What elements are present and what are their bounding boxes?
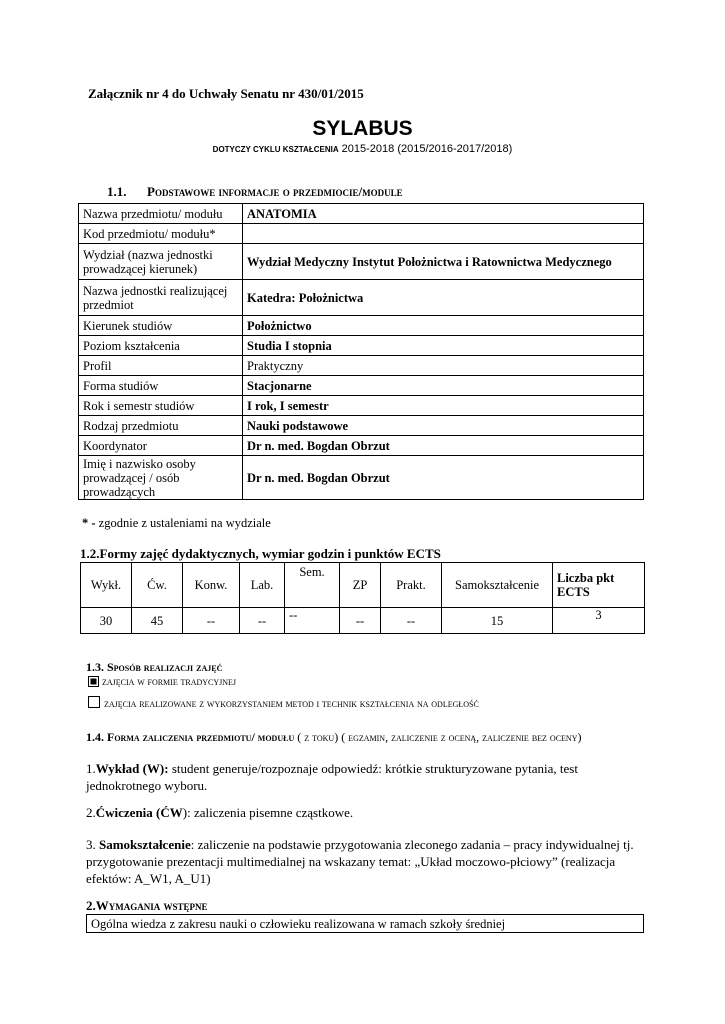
footnote <box>82 516 271 531</box>
section-1-2-heading: 1.2.Formy zajęć dydaktycznych, wymiar godzin i punktów ECTS <box>80 546 441 561</box>
section-1-4-options: ( z toku) ( egzamin, zaliczenie z oceną, zaliczenie bez oceny) <box>294 730 582 744</box>
info-row <box>79 280 644 316</box>
p2-text: ): zaliczenia pisemne cząstkowe. <box>182 805 354 820</box>
info-row <box>79 336 644 356</box>
forms-header-cell: Liczba pkt ECTS <box>553 563 645 608</box>
unchecked-checkbox-icon <box>88 696 100 708</box>
info-value: Studia I stopnia <box>243 336 644 356</box>
info-label: Profil <box>79 356 243 376</box>
forms-header-cell: Prakt. <box>381 563 442 608</box>
forms-header-cell: Lab. <box>240 563 285 608</box>
subtitle-prefix: DOTYCZY CYKLU KSZTAŁCENIA <box>212 145 339 154</box>
info-row <box>79 316 644 336</box>
info-value: Wydział Medyczny Instytut Położnictwa i Ratownictwa Medycznego <box>243 244 644 280</box>
section-1-4-number: 1.4. <box>86 730 107 744</box>
forms-header-cell: ZP <box>340 563 381 608</box>
p3-text: : zaliczenie na podstawie przygotowania zleconego zadania – pracy indywidualnej tj. przygotowanie prezentacji multimedialnej na wskazany temat: „Układ moczowo-płciowy” (realizacja efektów: A_W1, A_U1) <box>86 837 634 886</box>
info-value: Katedra: Położnictwa <box>243 280 644 316</box>
p3-number: 3. <box>86 837 99 852</box>
info-value: Położnictwo <box>243 316 644 336</box>
document-title: SYLABUS <box>312 117 413 140</box>
info-row <box>79 396 644 416</box>
section-2-number: 2. <box>86 898 96 913</box>
p1-number: 1. <box>86 761 96 776</box>
info-row <box>79 356 644 376</box>
section-1-4-heading <box>86 728 646 746</box>
section-1-3-heading: 1.3. Sposób realizacji zajęć <box>86 660 223 674</box>
section-2-heading <box>86 898 208 914</box>
info-value: I rok, I semestr <box>243 396 644 416</box>
info-label: Rok i semestr studiów <box>79 396 243 416</box>
info-label: Imię i nazwisko osoby prowadzącej / osób prowadzących <box>79 456 243 500</box>
section-2-title: Wymagania wstępne <box>95 898 208 913</box>
forms-header-cell: Sem. <box>285 563 340 608</box>
requirements-table <box>86 914 644 933</box>
forms-value-cell: -- <box>183 608 240 634</box>
option-traditional-label: zajęcia w formie tradycyjnej <box>102 676 237 688</box>
requirements-row <box>87 915 644 933</box>
info-label: Nazwa przedmiotu/ modułu <box>79 204 243 224</box>
option-remote <box>88 696 479 710</box>
forms-value-cell: 3 <box>553 608 645 634</box>
info-label: Koordynator <box>79 436 243 456</box>
info-row <box>79 244 644 280</box>
info-row <box>79 224 644 244</box>
exercises-assessment <box>86 804 656 821</box>
info-row <box>79 436 644 456</box>
info-label: Forma studiów <box>79 376 243 396</box>
forms-header-cell: Konw. <box>183 563 240 608</box>
p3-label: Samokształcenie <box>99 837 191 852</box>
section-title: Podstawowe informacje o przedmiocie/module <box>147 184 403 199</box>
section-number: 1.1. <box>107 184 127 199</box>
info-label: Wydział (nazwa jednostki prowadzącej kierunek) <box>79 244 243 280</box>
forms-value-cell: 15 <box>442 608 553 634</box>
document-subtitle <box>0 143 725 155</box>
lecture-assessment <box>86 760 656 794</box>
section-1-4-title: Forma zaliczenia przedmiotu/ modułu <box>107 730 295 744</box>
forms-value-cell: -- <box>340 608 381 634</box>
section-1-1-heading <box>107 184 403 200</box>
checked-checkbox-icon <box>88 676 99 687</box>
forms-header-cell: Samokształcenie <box>442 563 553 608</box>
requirements-text: Ogólna wiedza z zakresu nauki o człowieku realizowana w ramach szkoły średniej <box>87 915 644 933</box>
info-value: Praktyczny <box>243 356 644 376</box>
info-row <box>79 376 644 396</box>
info-label: Kod przedmiotu/ modułu* <box>79 224 243 244</box>
info-value: ANATOMIA <box>243 204 644 224</box>
footnote-star: * - <box>82 516 96 530</box>
info-value <box>243 224 644 244</box>
info-value: Dr n. med. Bogdan Obrzut <box>243 456 644 500</box>
forms-value-cell: 30 <box>81 608 132 634</box>
option-traditional <box>88 676 236 688</box>
info-row <box>79 204 644 224</box>
info-value: Nauki podstawowe <box>243 416 644 436</box>
info-value: Dr n. med. Bogdan Obrzut <box>243 436 644 456</box>
forms-table <box>80 562 645 634</box>
p1-text: student generuje/rozpoznaje odpowiedź: krótkie strukturyzowane pytania, test jednokrotnego wyboru. <box>86 761 578 793</box>
info-label: Nazwa jednostki realizującej przedmiot <box>79 280 243 316</box>
info-value: Stacjonarne <box>243 376 644 396</box>
info-label: Poziom kształcenia <box>79 336 243 356</box>
forms-header-row <box>81 563 645 608</box>
forms-values-row <box>81 608 645 634</box>
forms-header-cell: Ćw. <box>132 563 183 608</box>
forms-value-cell: 45 <box>132 608 183 634</box>
forms-value-cell: -- <box>381 608 442 634</box>
self-study-assessment <box>86 836 656 887</box>
forms-header-cell: Wykł. <box>81 563 132 608</box>
p2-label: Ćwiczenia (ĆW <box>95 805 183 820</box>
forms-value-cell: -- <box>240 608 285 634</box>
annex-header: Załącznik nr 4 do Uchwały Senatu nr 430/01/2015 <box>88 86 364 101</box>
info-label: Kierunek studiów <box>79 316 243 336</box>
info-row <box>79 416 644 436</box>
forms-value-cell: -- <box>285 608 340 634</box>
basic-info-table <box>78 203 644 500</box>
info-label: Rodzaj przedmiotu <box>79 416 243 436</box>
footnote-text: zgodnie z ustaleniami na wydziale <box>95 516 271 530</box>
subtitle-years: 2015-2018 (2015/2016-2017/2018) <box>341 143 513 155</box>
p2-number: 2. <box>86 805 96 820</box>
p1-label: Wykład (W): <box>95 761 169 776</box>
option-remote-label: zajęcia realizowane z wykorzystaniem metod i technik kształcenia na odległość <box>104 698 479 710</box>
info-row <box>79 456 644 500</box>
